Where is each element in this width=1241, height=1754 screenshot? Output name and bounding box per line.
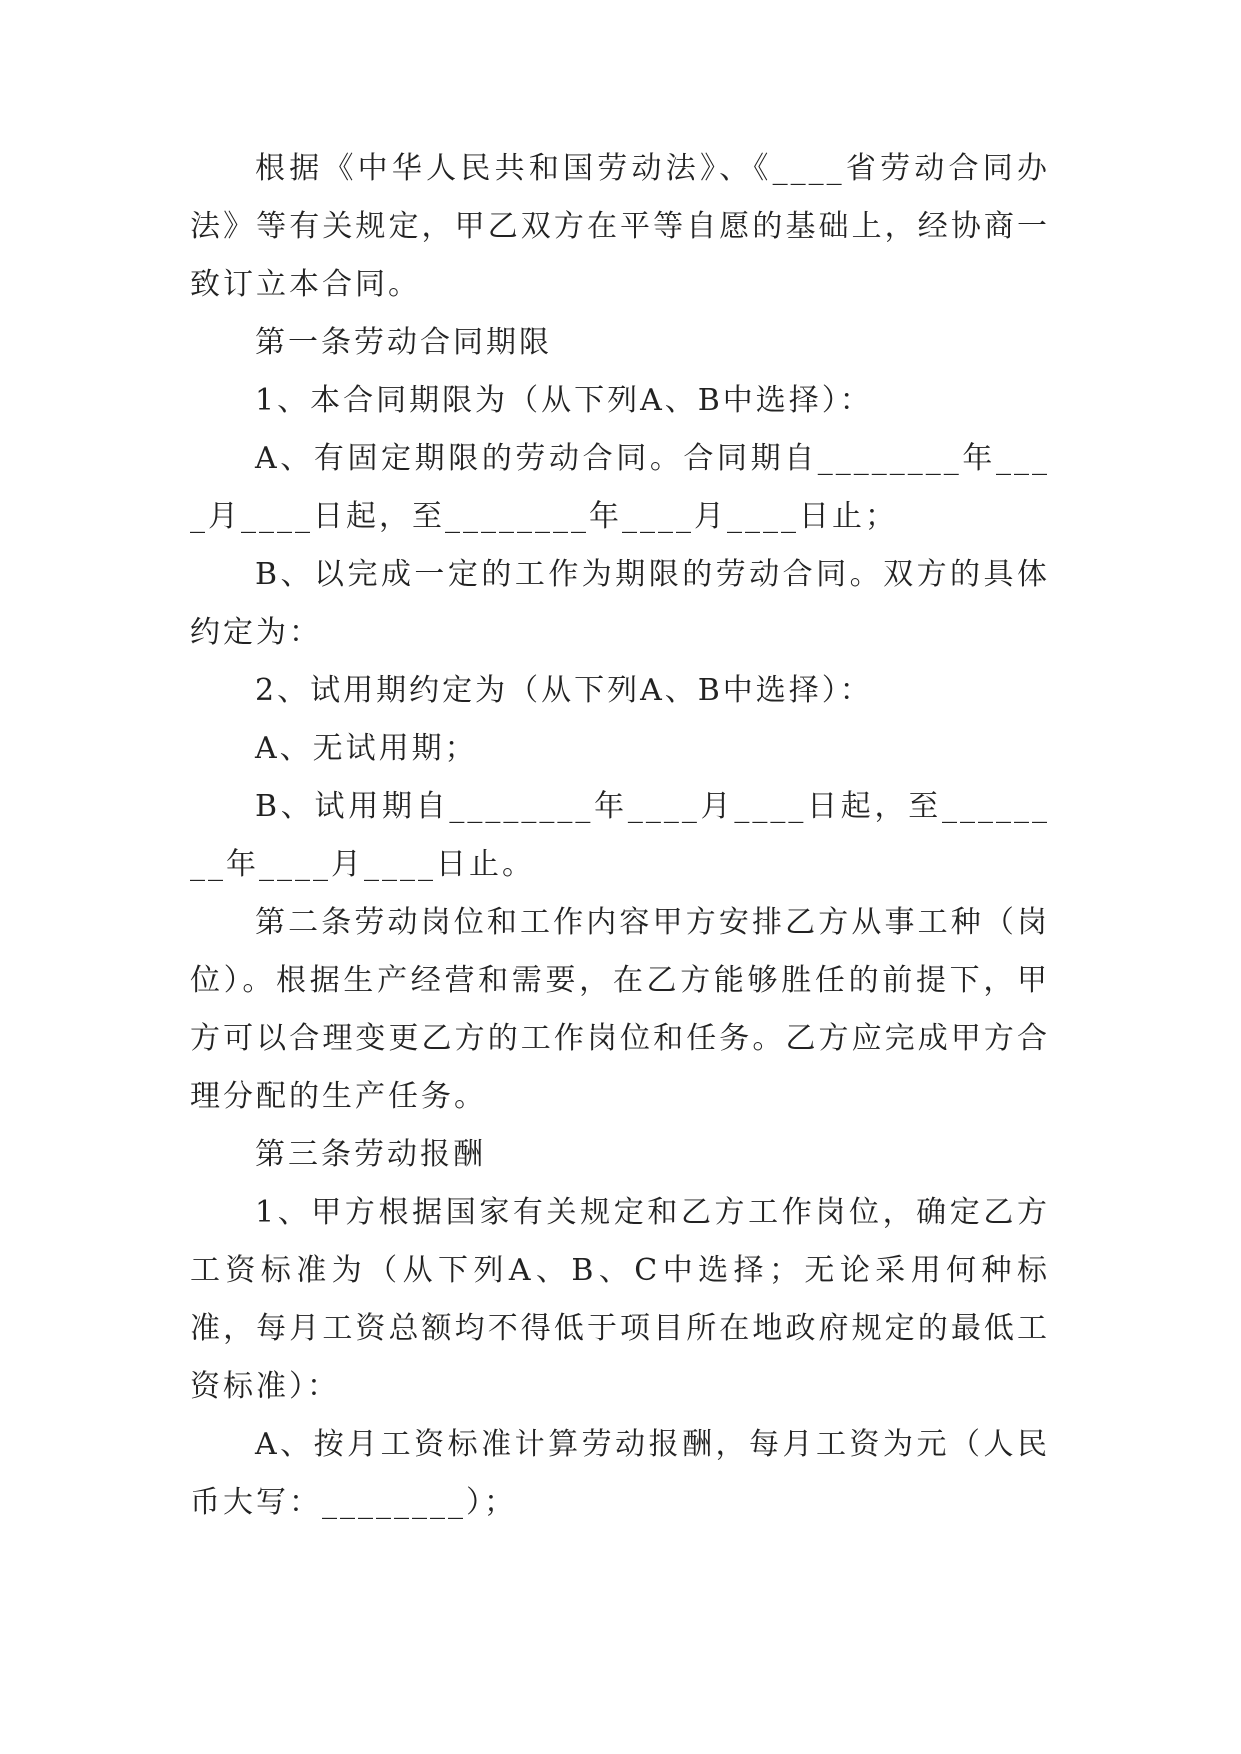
clause-3-1: 1、甲方根据国家有关规定和乙方工作岗位，确定乙方工资标准为（从下列A、B、C中选择；无论采用何种标准，每月工资总额均不得低于项目所在地政府规定的最低工资标准）：	[190, 1195, 1050, 1404]
clause-1-1-b: B、以完成一定的工作为期限的劳动合同。双方的具体约定为：	[190, 557, 1050, 650]
clause-1-2: 2、试用期约定为（从下列A、B中选择）：	[255, 673, 873, 708]
document-body	[190, 140, 1050, 1532]
clause-1-1-a: A、有固定期限的劳动合同。合同期自________年____月____日起，至________年____月____日止；	[190, 441, 1050, 534]
article-1-heading: 第一条劳动合同期限	[255, 325, 552, 360]
clause-1-1: 1、本合同期限为（从下列A、B中选择）：	[255, 383, 873, 418]
clause-3-1-a: A、按月工资标准计算劳动报酬，每月工资为元（人民币大写：________）；	[190, 1427, 1050, 1520]
intro-paragraph: 根据《中华人民共和国劳动法》、《____省劳动合同办法》等有关规定，甲乙双方在平等自愿的基础上，经协商一致订立本合同。	[190, 151, 1050, 302]
clause-1-2-a: A、无试用期；	[255, 731, 478, 766]
article-3-heading: 第三条劳动报酬	[255, 1137, 486, 1172]
article-2-paragraph: 第二条劳动岗位和工作内容甲方安排乙方从事工种（岗位）。根据生产经营和需要，在乙方能够胜任的前提下，甲方可以合理变更乙方的工作岗位和任务。乙方应完成甲方合理分配的生产任务。	[190, 905, 1050, 1114]
clause-1-2-b: B、试用期自________年____月____日起，至________年____月____日止。	[190, 789, 1050, 882]
